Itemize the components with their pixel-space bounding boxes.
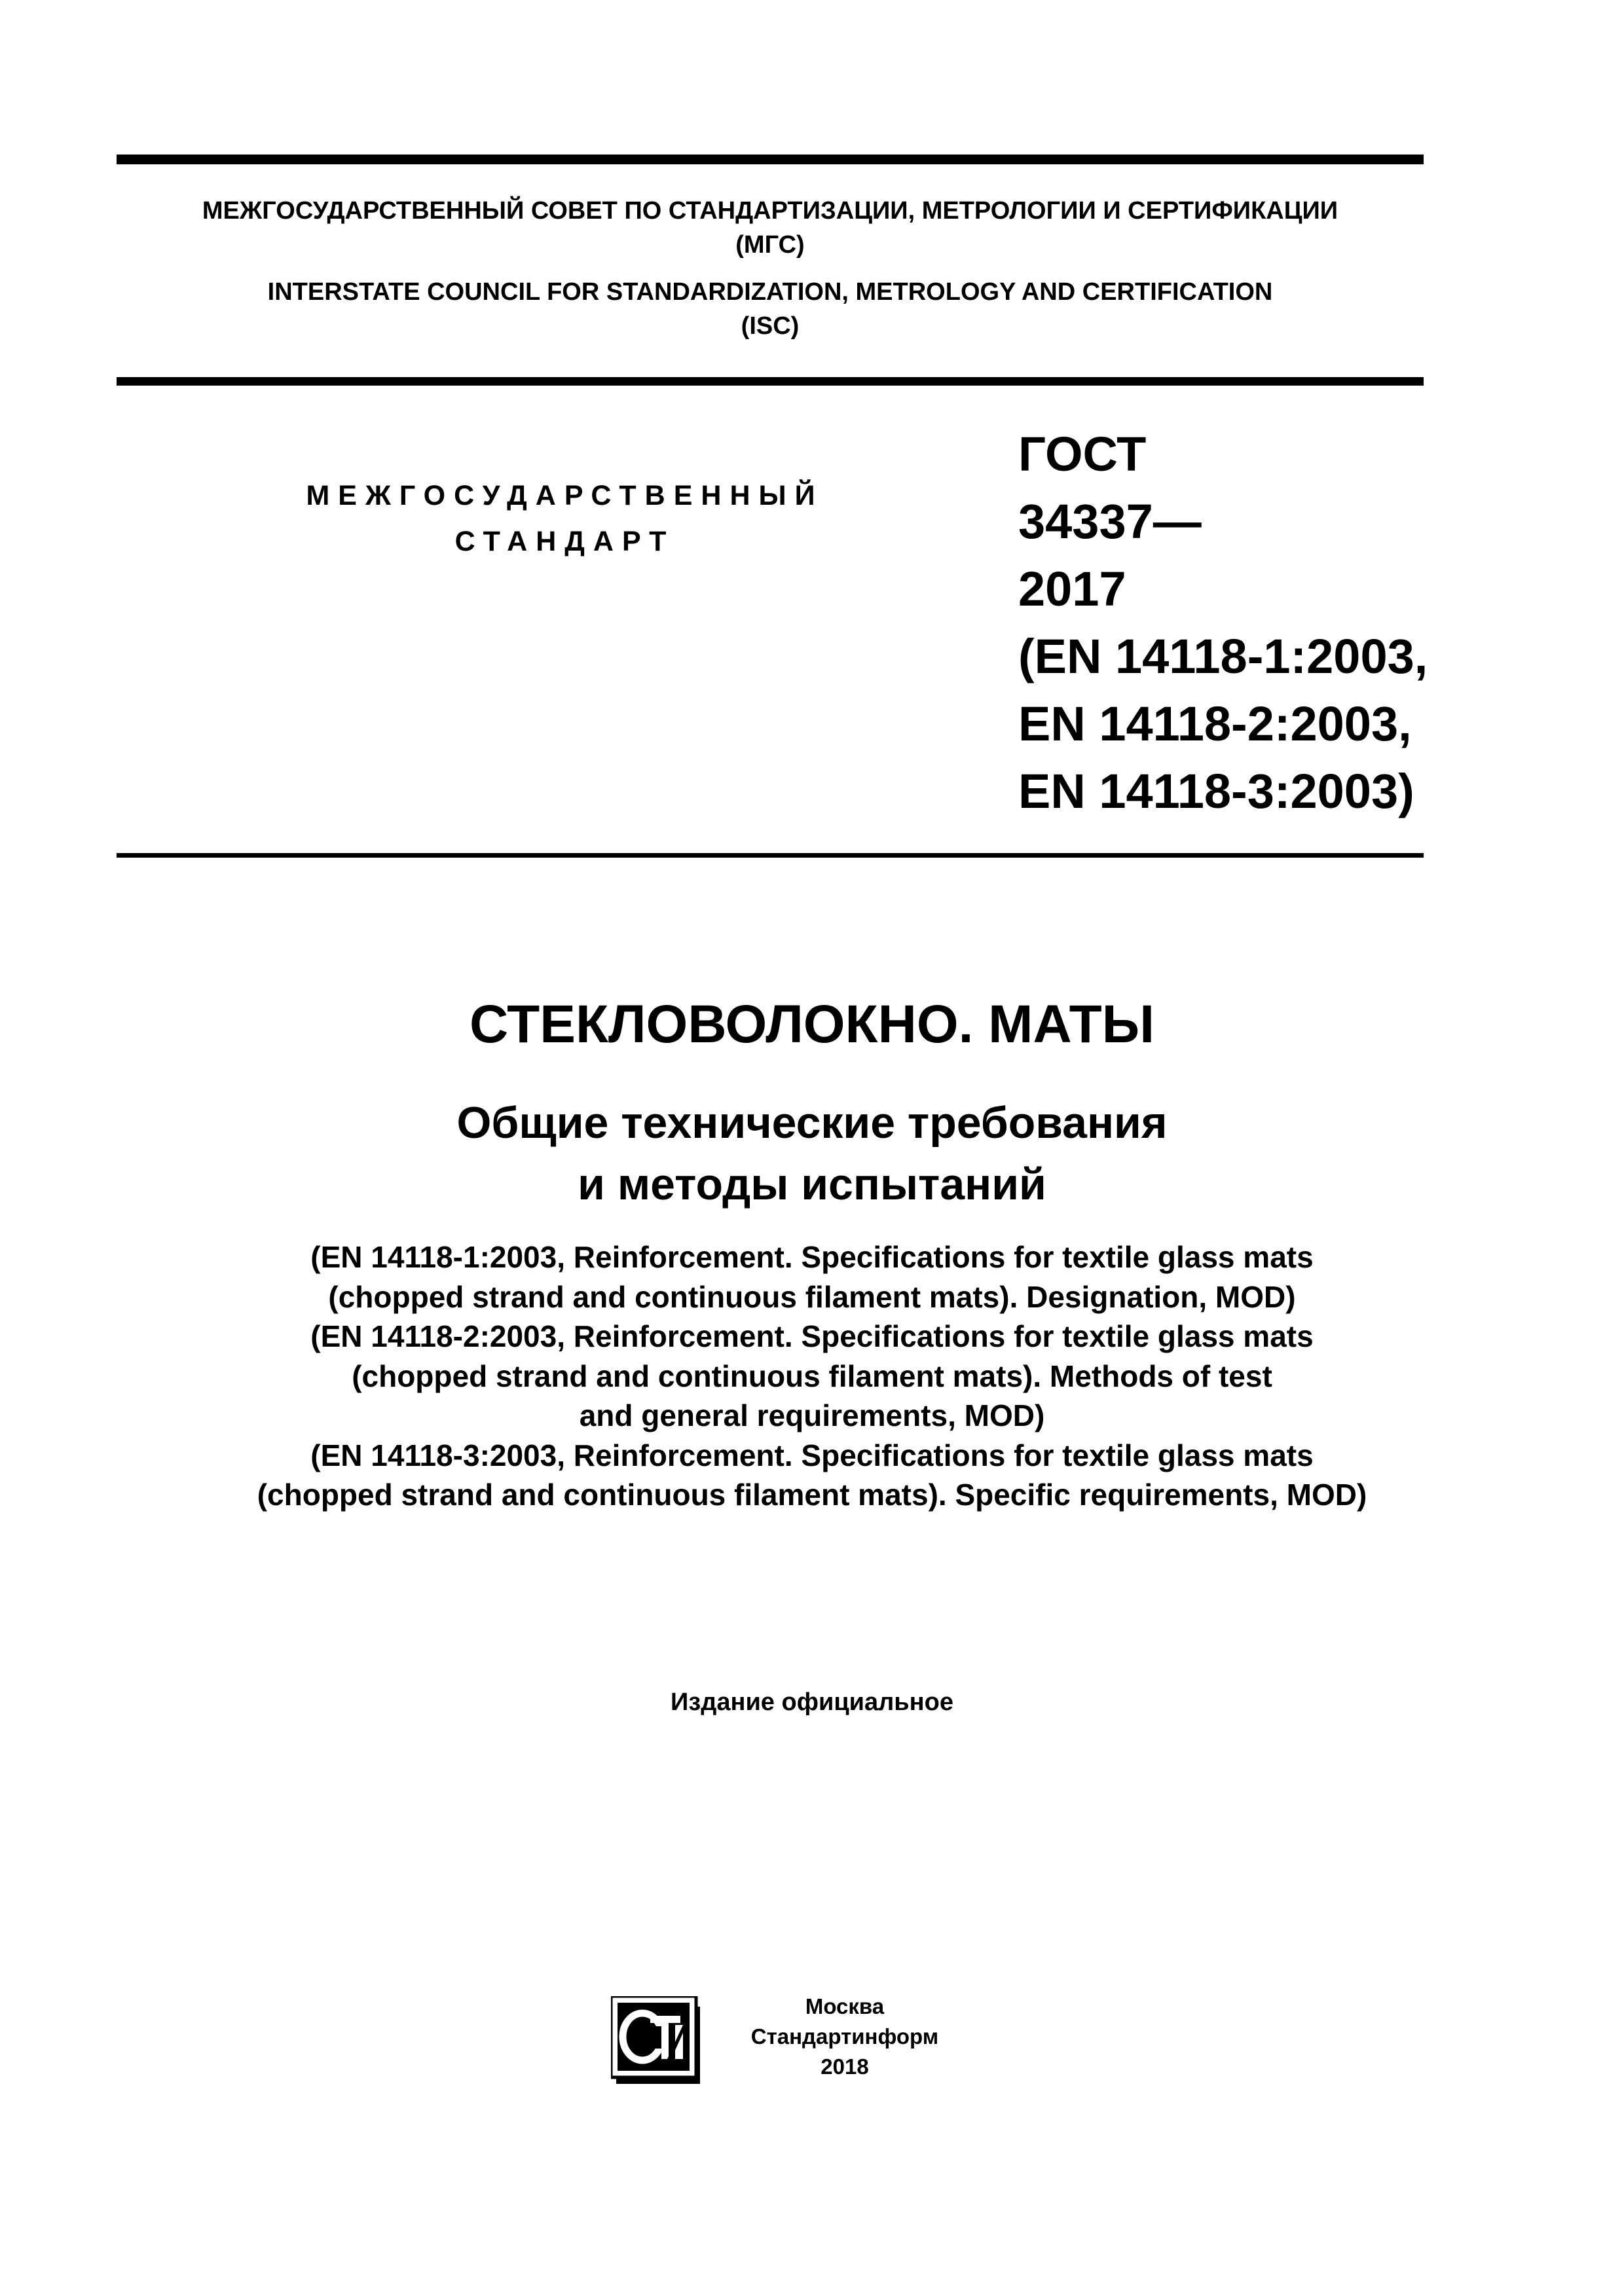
publisher-city: Москва bbox=[805, 1994, 885, 2018]
top-rule bbox=[117, 155, 1424, 164]
designation-line: ГОСТ bbox=[1018, 427, 1147, 481]
designation-line: (EN 14118-1:2003, bbox=[1018, 629, 1428, 683]
reference-line: (chopped strand and continuous filament mats). Designation, MOD) bbox=[328, 1279, 1296, 1314]
standard-designation bbox=[1018, 420, 1428, 825]
council-ru-line-2: (МГС) bbox=[735, 231, 805, 259]
council-name-en bbox=[117, 275, 1424, 343]
header-bottom-rule bbox=[117, 377, 1424, 386]
designation-line: EN 14118-3:2003) bbox=[1018, 764, 1414, 818]
subtitle-line-1: Общие технические требования bbox=[456, 1098, 1168, 1148]
standard-type-line-2: СТАНДАРТ bbox=[454, 526, 675, 557]
standard-type-line-1: МЕЖГОСУДАРСТВЕННЫЙ bbox=[306, 480, 824, 511]
council-name-ru bbox=[117, 194, 1424, 262]
reference-line: (chopped strand and continuous filament mats). Methods of test bbox=[352, 1358, 1272, 1393]
reference-line: (chopped strand and continuous filament mats). Specific requirements, MOD) bbox=[257, 1478, 1367, 1512]
standartinform-logo-icon bbox=[611, 1996, 709, 2089]
council-en-line-1: INTERSTATE COUNCIL FOR STANDARDIZATION, METROLOGY AND CERTIFICATION bbox=[267, 278, 1273, 306]
designation-line: 34337— bbox=[1018, 494, 1202, 549]
council-ru-line-1: МЕЖГОСУДАРСТВЕННЫЙ СОВЕТ ПО СТАНДАРТИЗАЦИИ, МЕТРОЛОГИИ И СЕРТИФИКАЦИИ bbox=[202, 197, 1338, 225]
designation-line: 2017 bbox=[1018, 562, 1126, 616]
edition-note: Издание официальное bbox=[671, 1688, 953, 1716]
reference-line: and general requirements, MOD) bbox=[579, 1398, 1045, 1432]
designation-bottom-rule bbox=[117, 853, 1424, 858]
reference-line: (EN 14118-3:2003, Reinforcement. Specifications for textile glass mats bbox=[310, 1438, 1314, 1472]
standard-type bbox=[259, 473, 871, 564]
publisher-info bbox=[704, 1992, 986, 2082]
reference-line: (EN 14118-2:2003, Reinforcement. Specifications for textile glass mats bbox=[310, 1319, 1314, 1353]
document-subtitle bbox=[0, 1092, 1624, 1215]
publication-year: 2018 bbox=[821, 2054, 869, 2079]
reference-line: (EN 14118-1:2003, Reinforcement. Specifications for textile glass mats bbox=[310, 1240, 1314, 1274]
document-title: СТЕКЛОВОЛОКНО. МАТЫ bbox=[470, 994, 1154, 1054]
subtitle-line-2: и методы испытаний bbox=[578, 1159, 1046, 1209]
designation-line: EN 14118-2:2003, bbox=[1018, 697, 1412, 751]
council-en-line-2: (ISC) bbox=[741, 312, 800, 340]
reference-standards bbox=[0, 1237, 1624, 1515]
publisher-name: Стандартинформ bbox=[750, 2024, 939, 2049]
